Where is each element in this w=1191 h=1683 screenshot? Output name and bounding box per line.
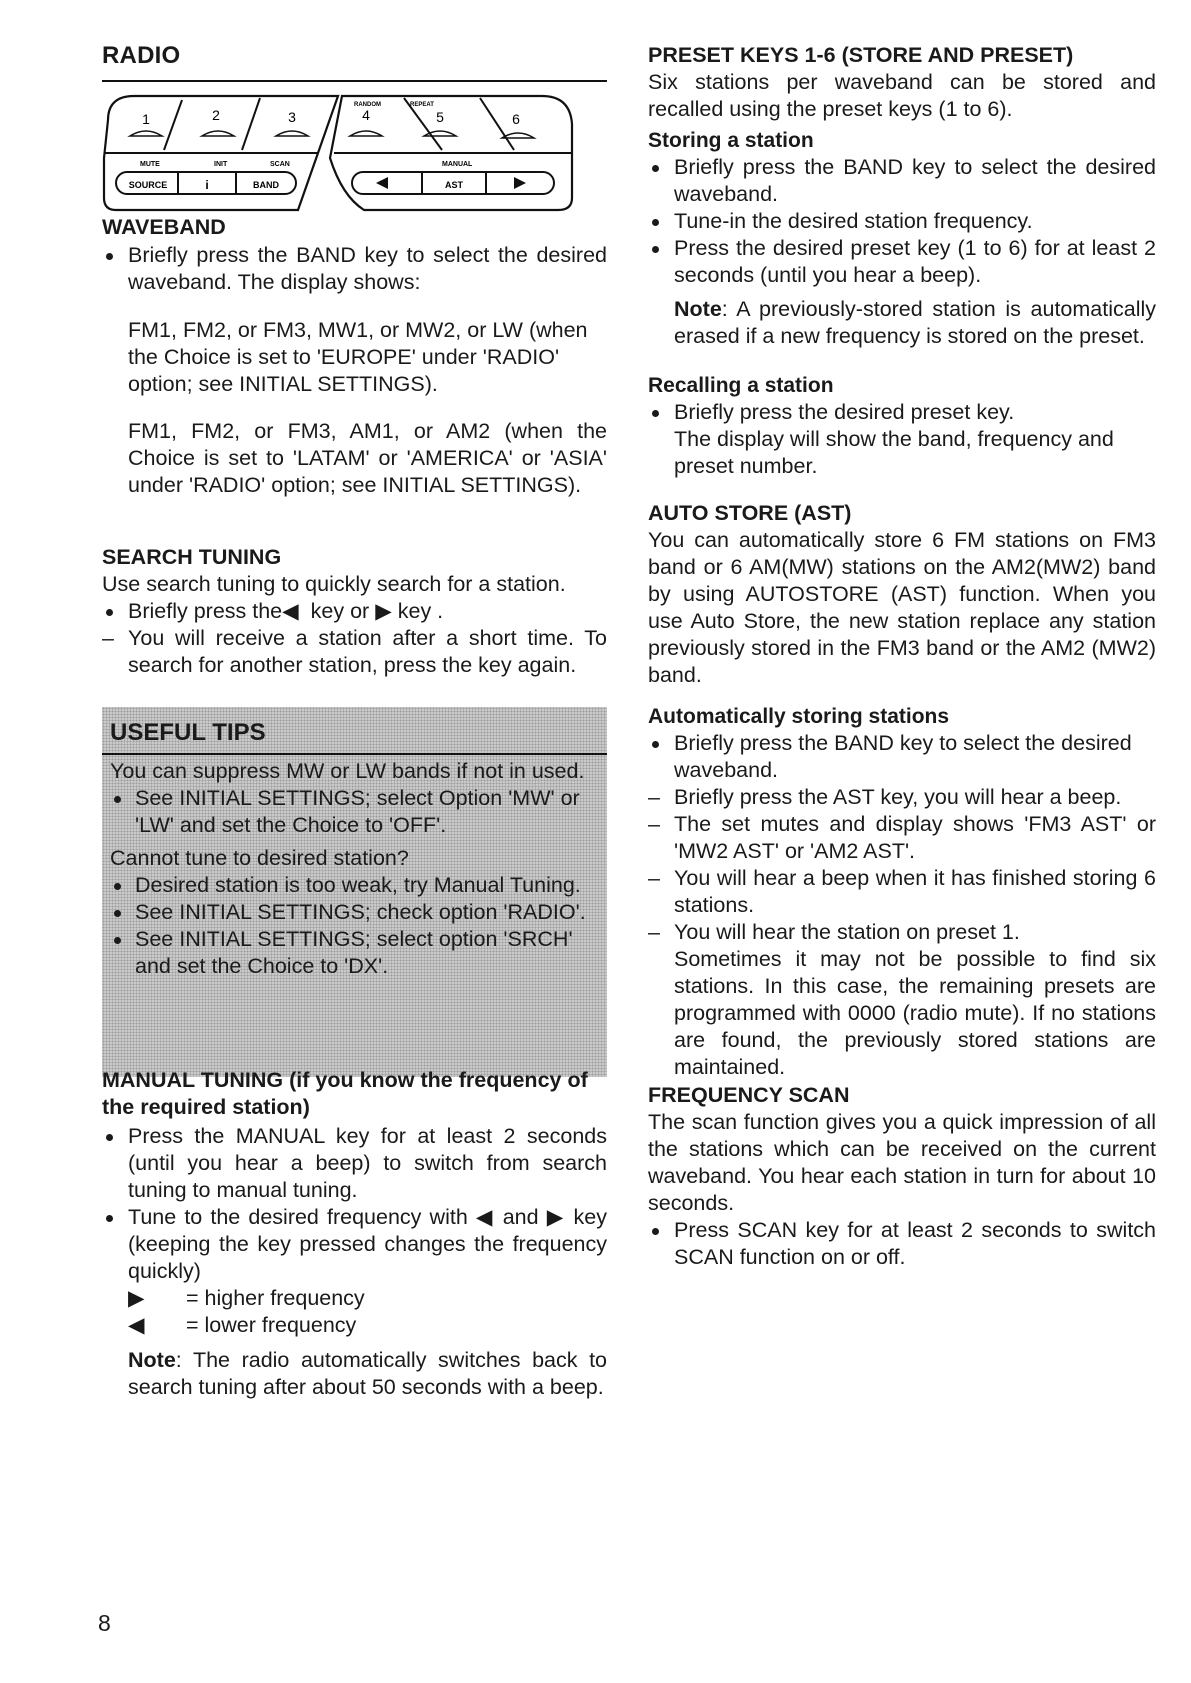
frequency-scan-text: The scan function gives you a quick impression of all the stations which can be received on the current waveband. You hear each station in turn for about 10 seconds. (648, 1110, 1156, 1215)
useful-tips-heading: USEFUL TIPS (110, 719, 266, 746)
search-bullet-text-c: key . (397, 599, 444, 623)
recalling-section (648, 372, 1156, 480)
left-arrow-icon: ◀ (282, 599, 299, 623)
manual-note-text: : The radio automatically switches back to search tuning after about 50 seconds with a beep. (128, 1348, 607, 1399)
right-arrow-icon: ▶ (546, 1205, 566, 1229)
storing-bullet-1: Briefly press the BAND key to select the desired waveband. (648, 154, 1156, 208)
auto-storing-heading: Automatically storing stations (648, 705, 950, 728)
recalling-bullet-1: Briefly press the desired preset key. (648, 399, 1156, 426)
preset-key-2-label: 2 (212, 107, 220, 123)
manual-bullet-2 (102, 1204, 607, 1285)
auto-store-section (648, 500, 1156, 689)
source-button-label: SOURCE (128, 180, 168, 190)
auto-store-heading: AUTO STORE (AST) (648, 501, 852, 525)
preset-key-3-icon (276, 131, 308, 136)
search-bullet-text-b: key or (310, 599, 370, 623)
tips-bullet-3: See INITIAL SETTINGS; check option 'RADIO'. (110, 899, 599, 926)
radio-keypad-diagram (102, 88, 607, 226)
info-icon: i (205, 178, 209, 192)
tips-bullet-4: See INITIAL SETTINGS; select option 'SRCH' and set the Choice to 'DX'. (110, 926, 599, 980)
auto-storing-dash-2: – The set mutes and display shows 'FM3 AST' or 'MW2 AST' or 'AM2 AST'. (648, 811, 1156, 865)
auto-storing-dash-3: – You will hear a beep when it has finished storing 6 stations. (648, 865, 1156, 919)
waveband-bullet: Briefly press the BAND key to select the desired waveband. The display shows: (102, 242, 607, 296)
auto-storing-section (648, 703, 1156, 1081)
preset-key-4-icon (350, 131, 382, 136)
frequency-scan-section (648, 1082, 1156, 1271)
preset-key-6-icon (502, 133, 534, 138)
higher-frequency-row (102, 1285, 607, 1312)
repeat-label: REPEAT (410, 102, 434, 108)
init-label: INIT (214, 161, 228, 168)
search-tuning-dash: – You will receive a station after a short time. To search for another station, press the key again. (102, 625, 607, 679)
manual-note (102, 1347, 607, 1401)
radio-title-block (102, 42, 607, 82)
tips-line-2: Cannot tune to desired station? (110, 846, 409, 870)
storing-heading: Storing a station (648, 129, 814, 152)
preset-keys-section (648, 42, 1156, 123)
storing-note-label: Note (674, 297, 722, 321)
manual-tuning-heading: MANUAL TUNING (if you know the frequency of the required station) (102, 1068, 588, 1119)
storing-note-text: : A previously-stored station is automatically erased if a new frequency is stored on the preset. (674, 297, 1156, 348)
left-arrow-icon: ◀ (475, 1205, 495, 1229)
waveband-other-text: FM1, FM2, or FM3, AM1, or AM2 (when the Choice is set to 'LATAM' or 'AMERICA' or 'ASIA' under 'RADIO' option; see INITIAL SETTINGS). (128, 419, 607, 497)
waveband-section (102, 214, 607, 296)
lower-frequency-text: = lower frequency (186, 1313, 357, 1337)
page-number: 8 (98, 1610, 111, 1636)
band-button-label: BAND (253, 180, 279, 190)
search-tuning-section (102, 544, 607, 679)
storing-section (648, 127, 1156, 350)
preset-keys-intro: Six stations per waveband can be stored and recalled using the preset keys (1 to 6). (648, 70, 1156, 121)
preset-key-1-label: 1 (142, 111, 150, 127)
manual-bullet-1: Press the MANUAL key for at least 2 seconds (until you hear a beep) to switch from search tuning to manual tuning. (102, 1123, 607, 1204)
manual-label: MANUAL (442, 161, 473, 168)
search-bullet-text-a: Briefly press the (128, 599, 283, 623)
preset-key-2-icon (202, 131, 234, 136)
tips-bullet-1: See INITIAL SETTINGS; select Option 'MW' or 'LW' and set the Choice to 'OFF'. (110, 785, 599, 839)
auto-storing-dash-1: – Briefly press the AST key, you will hear a beep. (648, 784, 1156, 811)
right-arrow-icon: ▶ (375, 599, 392, 623)
search-tuning-intro: Use search tuning to quickly search for a station. (102, 572, 566, 596)
preset-key-5-label: 5 (436, 109, 444, 125)
frequency-scan-bullet-1: Press SCAN key for at least 2 seconds to switch SCAN function on or off. (648, 1217, 1156, 1271)
storing-note (648, 296, 1156, 350)
recalling-text: The display will show the band, frequency and preset number. (674, 427, 1114, 478)
manual-note-label: Note (128, 1348, 176, 1372)
preset-key-3-label: 3 (288, 109, 296, 125)
mute-label: MUTE (140, 161, 160, 168)
manual-bullet-2-text-a: Tune to the desired frequency with (128, 1205, 468, 1229)
recalling-heading: Recalling a station (648, 374, 834, 397)
tips-line-1: You can suppress MW or LW bands if not in used. (110, 759, 585, 783)
random-label: RANDOM (354, 102, 381, 108)
manual-bullet-2-text-b: and (502, 1205, 539, 1229)
storing-bullet-3: Press the desired preset key (1 to 6) for at least 2 seconds (until you hear a beep). (648, 235, 1156, 289)
preset-keys-heading: PRESET KEYS 1-6 (STORE AND PRESET) (648, 43, 1074, 67)
frequency-scan-heading: FREQUENCY SCAN (648, 1083, 850, 1107)
tips-bullet-2: Desired station is too weak, try Manual Tuning. (110, 872, 599, 899)
section-title-radio: RADIO (102, 42, 181, 69)
preset-key-4-label: 4 (362, 107, 370, 123)
seek-right-icon (514, 177, 526, 189)
left-arrow-icon: ◀ (128, 1313, 145, 1337)
manual-bullet-2-text-c: key (keeping the key pressed changes the frequency quickly) (128, 1205, 607, 1283)
auto-storing-dash-4: – You will hear the station on preset 1. (648, 919, 1156, 946)
waveband-heading: WAVEBAND (102, 215, 226, 239)
ast-button-label: AST (445, 180, 463, 190)
seek-left-icon (376, 177, 388, 189)
search-tuning-heading: SEARCH TUNING (102, 545, 282, 569)
storing-bullet-2: Tune-in the desired station frequency. (648, 208, 1156, 235)
scan-label: SCAN (270, 161, 290, 168)
right-arrow-icon: ▶ (128, 1286, 145, 1310)
useful-tips-box (102, 707, 607, 1077)
waveband-europe-text: FM1, FM2, or FM3, MW1, or MW2, or LW (when the Choice is set to 'EUROPE' under 'RADIO' option; see INITIAL SETTINGS). (128, 318, 588, 396)
search-tuning-bullet (102, 598, 607, 625)
auto-storing-text: Sometimes it may not be possible to find six stations. In this case, the remaining presets are programmed with 0000 (radio mute). If no stations are found, the previously stored stations are maintained. (674, 947, 1156, 1079)
auto-storing-bullet-1: Briefly press the BAND key to select the desired waveband. (648, 730, 1156, 784)
preset-key-6-label: 6 (512, 111, 520, 127)
higher-frequency-text: = higher frequency (186, 1286, 365, 1310)
lower-frequency-row (102, 1312, 607, 1339)
manual-tuning-section (102, 1067, 607, 1401)
preset-key-1-icon (130, 131, 162, 136)
auto-store-text: You can automatically store 6 FM stations on FM3 band or 6 AM(MW) stations on the AM2(MW2) band by using AUTOSTORE (AST) function. When you use Auto Store, the new station replace any station previously stored in the FM3 band or the AM2 (MW2) band. (648, 528, 1156, 687)
